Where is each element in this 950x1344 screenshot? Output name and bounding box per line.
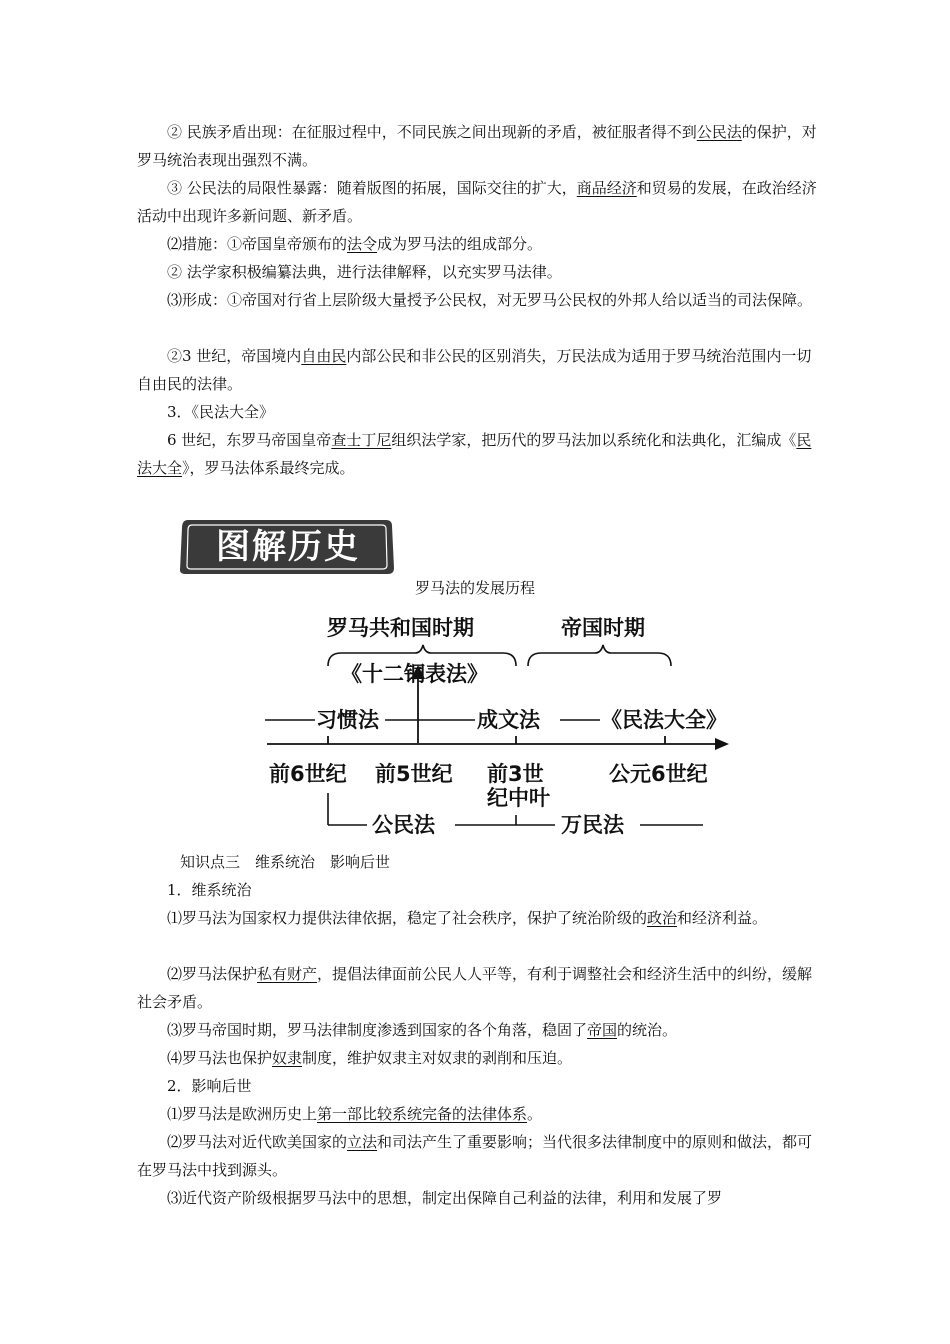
underlined-term: 奴隶 [272,1049,303,1067]
heading-later-influence: 2．影响后世 [167,1077,252,1095]
label-republic-period: 罗马共和国时期 [327,616,474,640]
paragraph-influence-1: ⑴罗马法是欧洲历史上第一部比较系统完备的法律体系。 [167,1105,543,1123]
badge-label: 图解历史 [216,527,360,567]
label-6th-century-ad: 公元6世纪 [609,762,708,786]
roman-law-timeline [255,605,735,845]
label-3rd-century-bc-line1: 前3世 [487,762,544,786]
paragraph-influence-2: ⑵罗马法对近代欧美国家的立法和司法产生了重要影响；当代很多法律制度中的原则和做法，都可在罗马法中找到源头。 [137,1133,813,1179]
label-3rd-century-bc-line2: 纪中叶 [487,786,550,810]
paragraph-influence-3: ⑶近代资产阶级根据罗马法中的思想，制定出保障自己利益的法律，利用和发展了罗 [167,1189,723,1207]
paragraph-justinian: 6 世纪，东罗马帝国皇帝查士丁尼组织法学家，把历代的罗马法加以系统化和法典化，汇编成《民法大全》，罗马法体系最终完成。 [137,431,812,477]
paragraph-formation: ⑶形成：①帝国对行省上层阶级大量授予公民权，对无罗马公民权的外邦人给以适当的司法保障。 [167,291,813,309]
paragraph-ethnic-conflict: ② 民族矛盾出现：在征服过程中，不同民族之间出现新的矛盾，被征服者得不到公民法的保护，对罗马统治表现出强烈不满。 [137,123,817,169]
paragraph-civil-law-limits: ③ 公民法的局限性暴露：随着版图的拓展，国际交往的扩大，商品经济和贸易的发展，在政治经济活动中出现许多新问题、新矛盾。 [137,179,817,225]
underlined-term: 私有财产 [257,965,318,983]
underlined-term: 民法大全 [137,431,812,477]
paragraph-rule-2: ⑵罗马法保护私有财产，提倡法律面前公民人人平等，有利于调整社会和经济生活中的纠纷，缓解社会矛盾。 [137,965,813,1011]
heading-maintain-rule: 1．维系统治 [167,881,252,899]
underlined-term: 公民法 [696,123,742,141]
paragraph-rule-1: ⑴罗马法为国家权力提供法律依据，稳定了社会秩序，保护了统治阶级的政治和经济利益。 [167,909,768,927]
label-corpus-juris: 《民法大全》 [601,708,727,732]
underlined-term: 查士丁尼 [331,431,392,449]
label-6th-century-bc: 前6世纪 [269,762,347,786]
label-customary-law: 习惯法 [316,708,379,732]
underlined-term: 第一部比较系统完备的法律体系 [317,1105,528,1123]
label-twelve-tables: 《十二铜表法》 [341,662,488,686]
heading-knowledge-point-3: 知识点三 维系统治 影响后世 [180,853,391,871]
underlined-term: 立法 [347,1133,378,1151]
diagram-title: 罗马法的发展历程 [414,579,535,597]
underlined-term: 商品经济 [576,179,637,197]
label-5th-century-bc: 前5世纪 [375,762,453,786]
section-badge [178,518,398,576]
paragraph-rule-3: ⑶罗马帝国时期，罗马法律制度渗透到国家的各个角落，稳固了帝国的统治。 [167,1021,678,1039]
label-law-of-nations: 万民法 [561,813,624,837]
underlined-term: 法令 [347,235,378,253]
paragraph-measures: ⑵措施：①帝国皇帝颁布的法令成为罗马法的组成部分。 [167,235,543,253]
label-civil-law: 公民法 [372,813,435,837]
underlined-term: 政治 [647,909,678,927]
paragraph-rule-4: ⑷罗马法也保护奴隶制度，维护奴隶主对奴隶的剥削和压迫。 [167,1049,573,1067]
underlined-term: 自由民 [301,347,347,365]
paragraph-third-century: ②3 世纪，帝国境内自由民内部公民和非公民的区别消失，万民法成为适用于罗马统治范围内一切自由民的法律。 [137,347,812,393]
paragraph-jurists: ② 法学家积极编纂法典，进行法律解释，以充实罗马法律。 [167,263,562,281]
label-written-law: 成文法 [477,708,540,732]
underlined-term: 帝国 [587,1021,618,1039]
label-empire-period: 帝国时期 [561,616,645,640]
heading-corpus: 3．《民法大全》 [167,403,275,421]
